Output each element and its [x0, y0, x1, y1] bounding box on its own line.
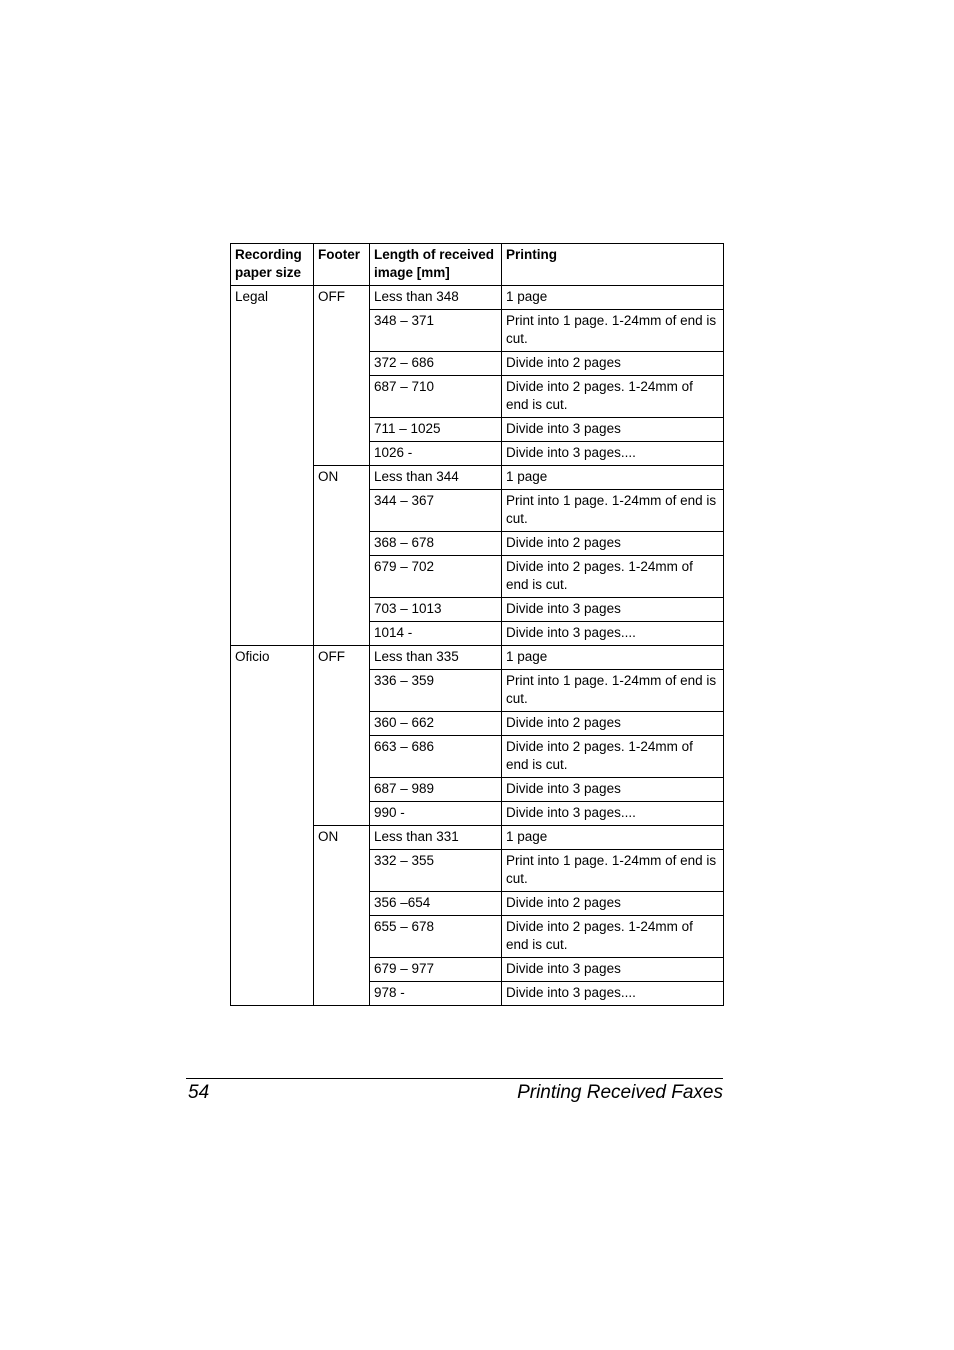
printing-cell: Divide into 2 pages. 1-24mm of end is cut. [502, 556, 724, 598]
printing-cell: Divide into 3 pages [502, 418, 724, 442]
printing-cell: Divide into 2 pages [502, 532, 724, 556]
header-printing: Printing [502, 244, 724, 286]
table-row [231, 286, 724, 310]
length-cell: 703 – 1013 [370, 598, 502, 622]
length-cell: 356 –654 [370, 892, 502, 916]
printing-cell: Divide into 2 pages [502, 892, 724, 916]
header-length: Length of received image [mm] [370, 244, 502, 286]
footer-cell: OFF [314, 286, 370, 466]
length-cell: 348 – 371 [370, 310, 502, 352]
length-cell: 332 – 355 [370, 850, 502, 892]
length-cell: 679 – 702 [370, 556, 502, 598]
length-cell: 687 – 710 [370, 376, 502, 418]
footer-cell: ON [314, 826, 370, 1006]
footer-cell: OFF [314, 646, 370, 826]
printing-cell: Divide into 2 pages. 1-24mm of end is cut. [502, 376, 724, 418]
page-number: 54 [188, 1082, 210, 1103]
header-recording-paper-size: Recording paper size [231, 244, 314, 286]
printing-cell: Divide into 3 pages.... [502, 802, 724, 826]
length-cell: 978 - [370, 982, 502, 1006]
paper-size-cell: Oficio [231, 646, 314, 1006]
printing-cell: Divide into 2 pages [502, 712, 724, 736]
length-cell: 360 – 662 [370, 712, 502, 736]
length-cell: 663 – 686 [370, 736, 502, 778]
length-cell: 711 – 1025 [370, 418, 502, 442]
table-row [231, 646, 724, 670]
printing-cell: Divide into 3 pages.... [502, 622, 724, 646]
printing-cell: Print into 1 page. 1-24mm of end is cut. [502, 670, 724, 712]
printing-cell: Divide into 3 pages [502, 598, 724, 622]
length-cell: 655 – 678 [370, 916, 502, 958]
length-cell: 990 - [370, 802, 502, 826]
printing-cell: 1 page [502, 826, 724, 850]
length-cell: 1014 - [370, 622, 502, 646]
length-cell: 336 – 359 [370, 670, 502, 712]
printing-cell: Divide into 3 pages.... [502, 982, 724, 1006]
table-body [231, 286, 724, 1006]
length-cell: 368 – 678 [370, 532, 502, 556]
printing-cell: 1 page [502, 646, 724, 670]
header-footer: Footer [314, 244, 370, 286]
section-title: Printing Received Faxes [517, 1082, 723, 1103]
footer-cell: ON [314, 466, 370, 646]
printing-cell: Divide into 3 pages.... [502, 442, 724, 466]
length-cell: 1026 - [370, 442, 502, 466]
printing-cell: Divide into 2 pages. 1-24mm of end is cut. [502, 916, 724, 958]
printing-cell: Divide into 3 pages [502, 778, 724, 802]
printing-cell: Print into 1 page. 1-24mm of end is cut. [502, 490, 724, 532]
table-header-row [231, 244, 724, 286]
length-cell: Less than 348 [370, 286, 502, 310]
printing-cell: 1 page [502, 466, 724, 490]
length-cell: Less than 344 [370, 466, 502, 490]
printing-cell: Print into 1 page. 1-24mm of end is cut. [502, 850, 724, 892]
length-cell: 372 – 686 [370, 352, 502, 376]
length-cell: 687 – 989 [370, 778, 502, 802]
printing-cell: 1 page [502, 286, 724, 310]
printing-cell: Print into 1 page. 1-24mm of end is cut. [502, 310, 724, 352]
print-length-table [230, 243, 724, 1006]
length-cell: 344 – 367 [370, 490, 502, 532]
printing-cell: Divide into 2 pages. 1-24mm of end is cut. [502, 736, 724, 778]
printing-cell: Divide into 2 pages [502, 352, 724, 376]
printing-cell: Divide into 3 pages [502, 958, 724, 982]
length-cell: Less than 335 [370, 646, 502, 670]
length-cell: 679 – 977 [370, 958, 502, 982]
length-cell: Less than 331 [370, 826, 502, 850]
footer-rule [186, 1078, 723, 1079]
paper-size-cell: Legal [231, 286, 314, 646]
